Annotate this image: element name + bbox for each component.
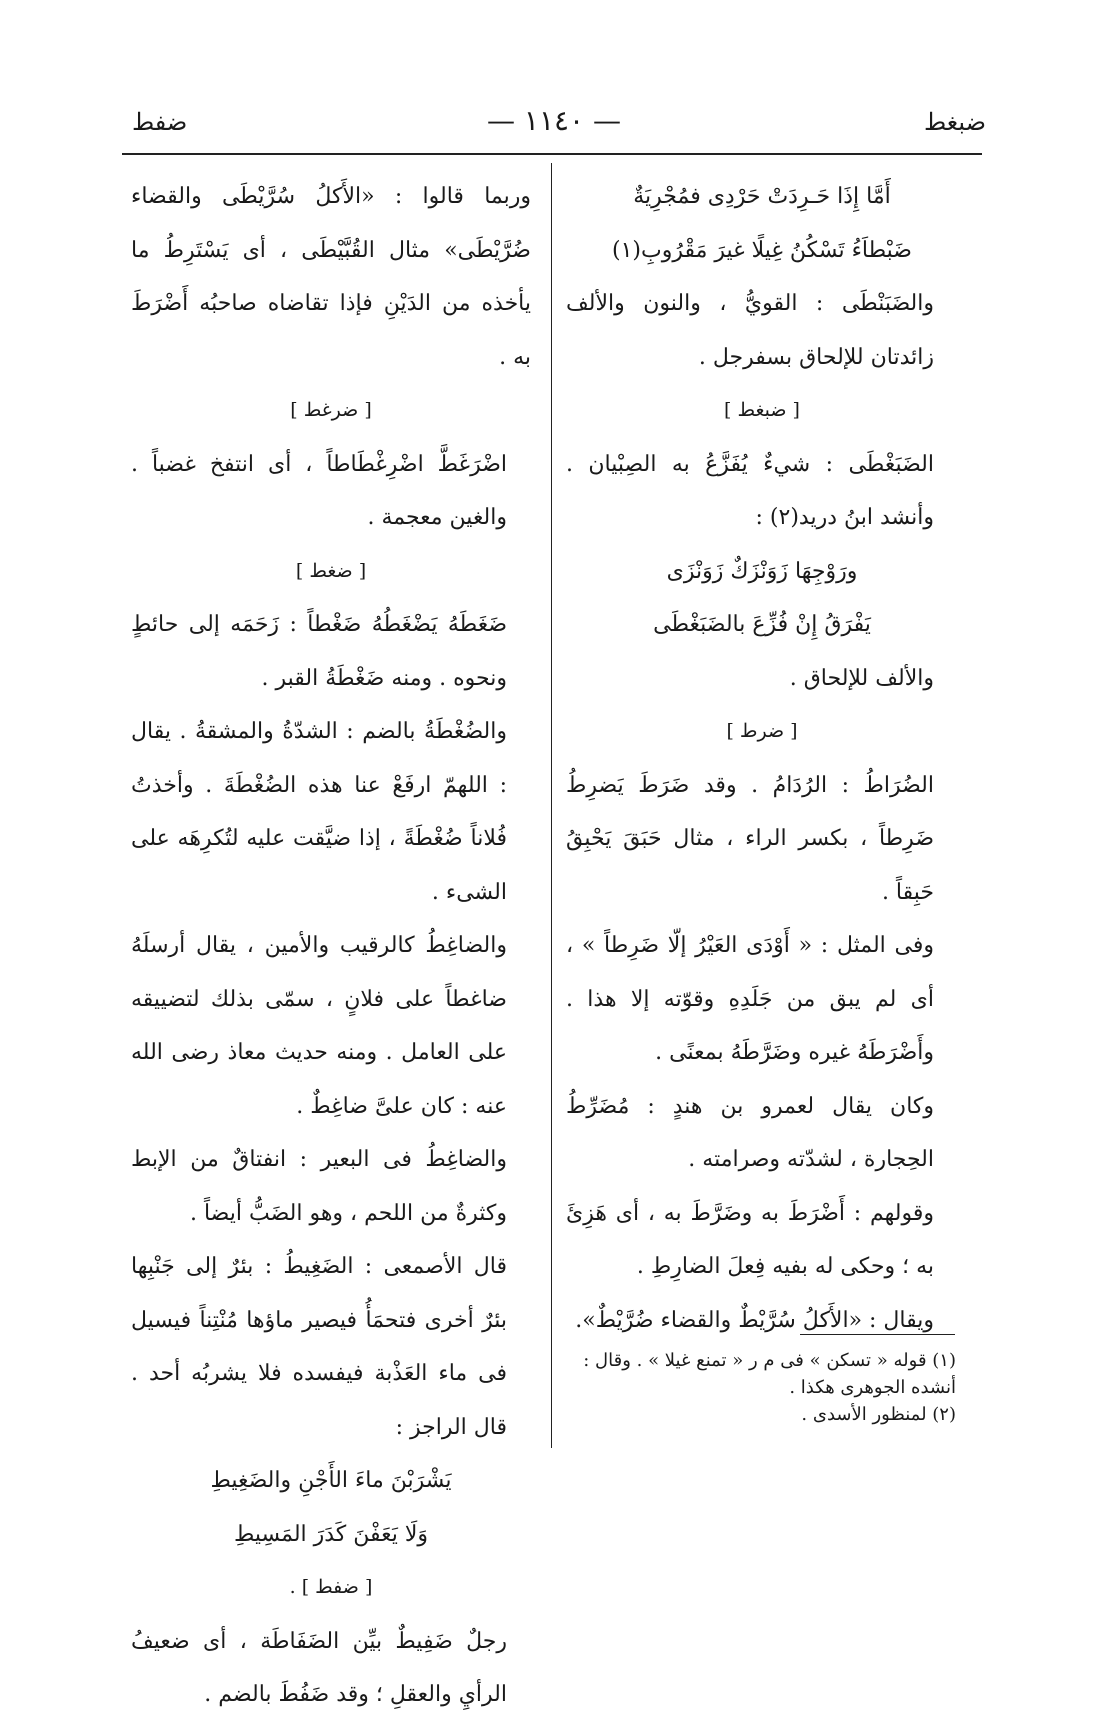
footnote-divider [800, 1334, 955, 1335]
verse-line: ورَوْجِهَا زَوَنْزَكٌ زَوَنْزَى [666, 558, 858, 584]
entry-paragraph: اضْرَغَطَّ اضْرِغْطَاطاً ، أى انتفخ غضباً . والغين معجمة . [131, 451, 507, 530]
entry-heading: [ ضرط ] [726, 720, 798, 742]
entry-paragraph: والضاغِطُ فى البعير : انفتاقٌ من الإبط وكثرةٌ من اللحم ، وهو الضَبُّ أيضاً . [131, 1147, 507, 1226]
verse-line: وَلَا يَعَفْنَ كَدَرَ المَسِيطِ [233, 1521, 429, 1547]
verse-line: أَمَّا إِذَا حَـرِدَتْ حَرْدِى فمُجْرِيَةٌ [633, 184, 891, 209]
footnote: (٢) لمنظور الأسدى . [801, 1404, 956, 1425]
entry-paragraph: ويقال : «الأَكلُ سُرَّيْطٌ والقضاء ضُرَّيْطٌ». [575, 1307, 934, 1333]
entry-heading: [ ضبغط ] [724, 399, 800, 421]
entry-paragraph: والضُغْطَةُ بالضم : الشدّةُ والمشقةُ . يقال : اللهمّ ارفَعْ عنا هذه الضُغْطَةَ . وأخذتُ فُلاناً ضُغْطَةً ، إذا ضيَّقت عليه لتُكرِهَه على الشىء . [131, 719, 507, 905]
entry-paragraph: وربما قالوا : «الأَكلُ سُرَّيْطَى والقضاء ضُرَّيْطَى» مثال القُبَّيْطَى ، أى يَسْتَرِطُ ما يأخذه من الدَيْنِ فإذا تقاضاه صاحبُه أَضْرَطَ به . [131, 184, 531, 370]
entry-heading: [ ضفط ] . [289, 1576, 373, 1598]
footnote: (١) قوله « تسكن » فى م ر « تمنع غيلا » . وقال : أنشده الجوهرى هكذا . [583, 1350, 956, 1398]
entry-paragraph: وقولهم : أَضْرَطَ به وضَرَّطَ به ، أى هَزِئَ به ؛ وحكى له بفيه فِعلَ الضارِطِ . [566, 1200, 934, 1279]
right-column [566, 170, 958, 1347]
header-left-word: ضفط [132, 108, 188, 136]
entry-paragraph: وفى المثل : « أَوْدَى العَيْرُ إلّا ضَرِطاً » ، أى لم يبق من جَلَدِهِ وقوّته إلا هذا . وأَضْرَطَهُ غيره وضَرَّطَهُ بمعنًى . [566, 933, 934, 1065]
entry-paragraph: رجلٌ ضَفِيطٌ بيِّن الضَفَاطَة ، أى ضعيفُ الرأيِ والعقلِ ؛ وقد ضَفُطَ بالضم . [131, 1628, 507, 1707]
entry-paragraph: والضَبَنْطَى : القويُّ ، والنون والألف زائدتان للإلحاق بسفرجل . [566, 291, 934, 370]
page-number: — ١١٤٠ — [487, 104, 621, 137]
verse-line: يَفْرَقُ إِنْ فُزِّعَ بالضَبَغْطَى [653, 612, 871, 637]
entry-heading: [ ضرغط ] [290, 399, 372, 421]
entry-paragraph: وكان يقال لعمرو بن هندٍ : مُضَرِّطُ الحِجارة ، لشدّته وصرامته . [566, 1093, 934, 1172]
entry-paragraph: الضَبَغْطَى : شيءٌ يُفَزَّعُ به الصِبْيان . وأنشد ابنُ دريد(٢) : [566, 451, 934, 530]
header-divider [122, 153, 982, 155]
entry-paragraph: والضاغِطُ كالرقيب والأمين ، يقال أرسلَهُ ضاغطاً على فلانٍ ، سمّى بذلك لتضييقه على العامل . ومنه حديث معاذ رضى الله عنه : كان علىَّ ضاغِطٌ . [131, 933, 507, 1119]
footnotes [564, 1347, 956, 1428]
left-column [131, 170, 531, 1722]
entry-paragraph: والألف للإلحاق . [789, 665, 934, 691]
entry-paragraph: الضُرَاطُ : الرُدَامُ . وقد ضَرَطَ يَضرِطُ ضَرِطاً ، بكسر الراء ، مثال حَبَقَ يَحْبِقُ حَبِقاً . [566, 772, 934, 905]
entry-heading: [ ضغط ] [295, 559, 367, 582]
header-right-word: ضبغط [924, 108, 986, 136]
verse-line: يَشْرَبْنَ ماءَ الأَجْنِ والضَغِيطِ [210, 1468, 452, 1493]
entry-paragraph: ضَغَطَهُ يَضْغَطُهُ ضَغْطاً : زَحَمَه إلى حائطٍ ونحوه . ومنه ضَغْطَةُ القبر . [131, 612, 507, 691]
verse-line: ضَبْطاَءُ تَسْكُنُ غِيلًا غيرَ مَقْرُوبِ(١) [612, 237, 912, 263]
entry-paragraph: قال الأصمعى : الضَغِيطُ : بئرٌ إلى جَنْبِها بئرٌ أخرى فتحمَأُ فيصير ماؤها مُنْتِناً فيسيل فى ماء العَذْبة فيفسده فلا يشربُه أحد . قال الراجز : [131, 1254, 507, 1440]
column-divider [551, 163, 552, 1448]
